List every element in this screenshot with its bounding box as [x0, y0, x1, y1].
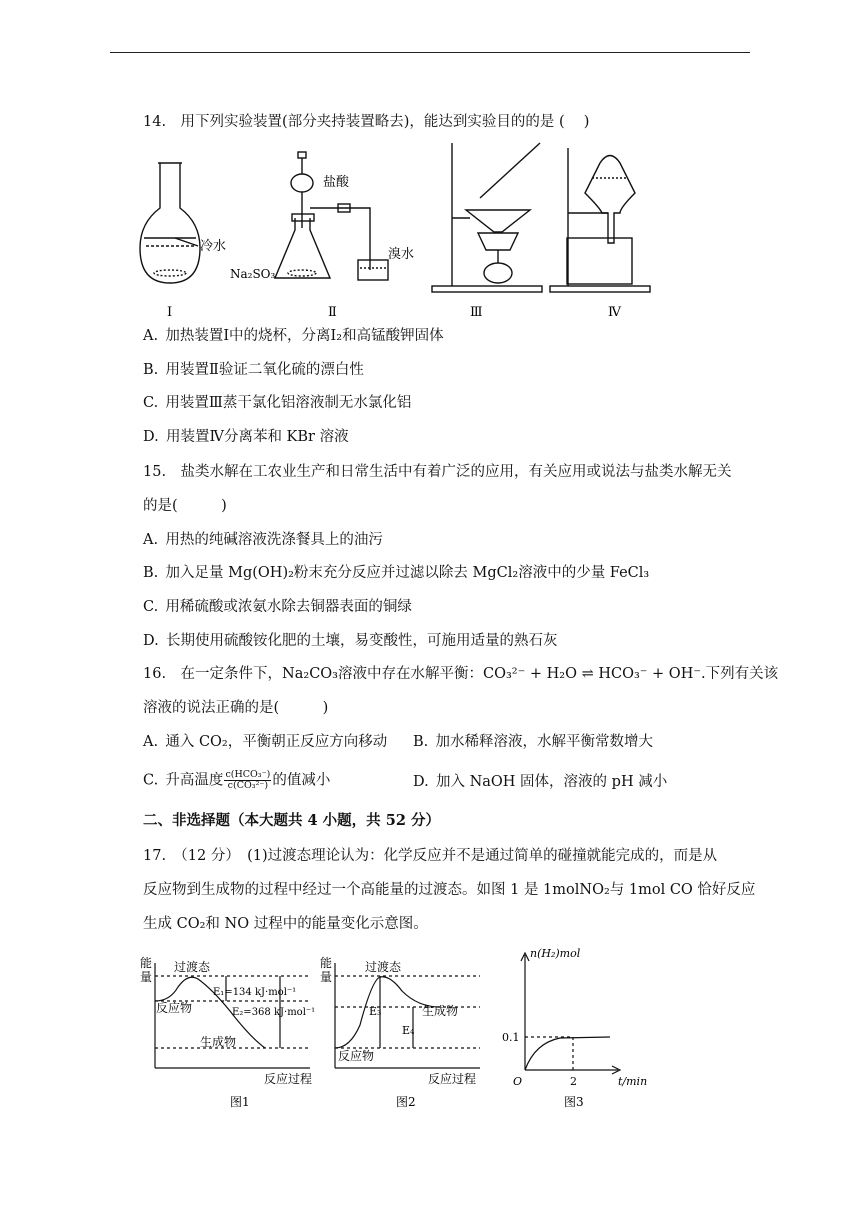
fig3-origin: O	[513, 1075, 523, 1088]
label-na2so3: Na₂SO₃	[230, 267, 276, 281]
fig1-ts: 过渡态	[174, 960, 211, 974]
q15-stem-1: 15. 盐类水解在工农业生产和日常生活中有着广泛的应用，有关应用或说法与盐类水解无关	[143, 464, 732, 480]
label-cold-water: 冷水	[200, 239, 227, 254]
fig2-product: 生成物	[422, 1004, 459, 1018]
fig1-e1: E₁=134 kJ·mol⁻¹	[213, 987, 297, 998]
q16-option-a: A. 通入 CO₂，平衡朝正反应方向移动	[143, 734, 388, 750]
q17-line-1: 17. （12 分） (1)过渡态理论认为：化学反应并不是通过简单的碰撞就能完成的，而是从	[143, 848, 718, 864]
fig3-y-label: n(H₂)mol	[530, 947, 581, 960]
fraction-denominator: c(CO₃²⁻)	[227, 780, 269, 791]
q14-option-c: C. 用装置Ⅲ蒸干氯化铝溶液制无水氯化铝	[143, 395, 412, 411]
fraction-numerator: c(HCO₃⁻)	[225, 769, 271, 780]
q15-option-a: A. 用热的纯碱溶液洗涤餐具上的油污	[143, 532, 383, 548]
q14-option-b: B. 用装置Ⅱ验证二氧化硫的漂白性	[143, 362, 364, 378]
section-2-heading: 二、非选择题（本大题共 4 小题，共 52 分）	[143, 812, 440, 829]
fig2-ts: 过渡态	[365, 960, 402, 974]
fig2-e4: E₄	[402, 1024, 415, 1037]
label-I: Ⅰ	[167, 305, 173, 320]
q16-option-c	[143, 770, 330, 791]
apparatus-II	[275, 152, 388, 280]
q16-stem-2: 溶液的说法正确的是( )	[143, 700, 329, 716]
q15-option-c: C. 用稀硫酸或浓氨水除去铜器表面的铜绿	[143, 599, 412, 615]
apparatus-I	[140, 163, 200, 283]
q14-stem: 14. 用下列实验装置(部分夹持装置略去)，能达到实验目的的是 ( )	[143, 114, 590, 130]
q15-option-b: B. 加入足量 Mg(OH)₂粉末充分反应并过滤以除去 MgCl₂溶液中的少量 FeCl₃	[143, 565, 650, 581]
q17-line-3: 生成 CO₂和 NO 过程中的能量变化示意图。	[143, 916, 428, 932]
fig2-x-label: 反应过程	[428, 1072, 477, 1086]
fig2-y-label-char2: 量	[320, 970, 333, 984]
fig1-product: 生成物	[200, 1035, 237, 1049]
fig1-e2: E₂=368 kJ·mol⁻¹	[232, 1007, 316, 1018]
header-rule	[110, 52, 750, 53]
label-IV: Ⅳ	[608, 305, 621, 320]
energy-figures	[140, 945, 660, 1115]
q16-option-c-post: 的值减小	[272, 772, 331, 789]
fig1-reactant: 反应物	[156, 1001, 193, 1015]
q16-option-b: B. 加水稀释溶液，水解平衡常数增大	[413, 734, 654, 750]
apparatus-IV	[550, 148, 650, 292]
q14-option-d: D. 用装置Ⅳ分离苯和 KBr 溶液	[143, 429, 349, 445]
fig1-y-label-char1: 能	[140, 956, 153, 970]
q15-option-d: D. 长期使用硫酸铵化肥的土壤，易变酸性，可施用适量的熟石灰	[143, 633, 558, 649]
fig2-reactant: 反应物	[338, 1049, 375, 1063]
fig2-y-label-char1: 能	[320, 956, 333, 970]
label-III: Ⅲ	[470, 305, 483, 320]
fig3-x-label: t/min	[618, 1075, 648, 1088]
fig2-caption: 图2	[396, 1095, 416, 1109]
fig3-y-tick: 0.1	[502, 1031, 520, 1044]
fig1-caption: 图1	[230, 1095, 250, 1109]
figure-1	[140, 955, 315, 1109]
label-hcl: 盐酸	[323, 175, 350, 190]
figure-3	[502, 947, 647, 1109]
fig2-e3: E₃	[369, 1005, 382, 1018]
q16-stem-1: 16. 在一定条件下，Na₂CO₃溶液中存在水解平衡：CO₃²⁻ + H₂O ⇌ HCO₃⁻ + OH⁻.下列有关该	[143, 666, 779, 682]
figure-2	[320, 955, 480, 1109]
apparatus-III	[432, 143, 542, 292]
fig3-x-tick: 2	[570, 1075, 577, 1088]
label-II: Ⅱ	[328, 305, 337, 320]
q16-option-c-fraction	[224, 770, 271, 791]
q17-line-2: 反应物到生成物的过程中经过一个高能量的过渡态。如图 1 是 1molNO₂与 1mol CO 恰好反应	[143, 882, 756, 898]
q16-option-c-pre: C. 升高温度	[143, 772, 224, 789]
q14-option-a: A. 加热装置Ⅰ中的烧杯，分离I₂和高锰酸钾固体	[143, 328, 444, 344]
label-bromine-water: 溴水	[388, 247, 415, 262]
fig1-y-label-char2: 量	[140, 970, 153, 984]
fig3-caption: 图3	[564, 1095, 584, 1109]
q16-option-d: D. 加入 NaOH 固体，溶液的 pH 减小	[413, 774, 668, 790]
q15-stem-2: 的是( )	[143, 498, 227, 514]
q14-apparatus-figure	[130, 138, 660, 323]
fig1-x-label: 反应过程	[264, 1072, 313, 1086]
